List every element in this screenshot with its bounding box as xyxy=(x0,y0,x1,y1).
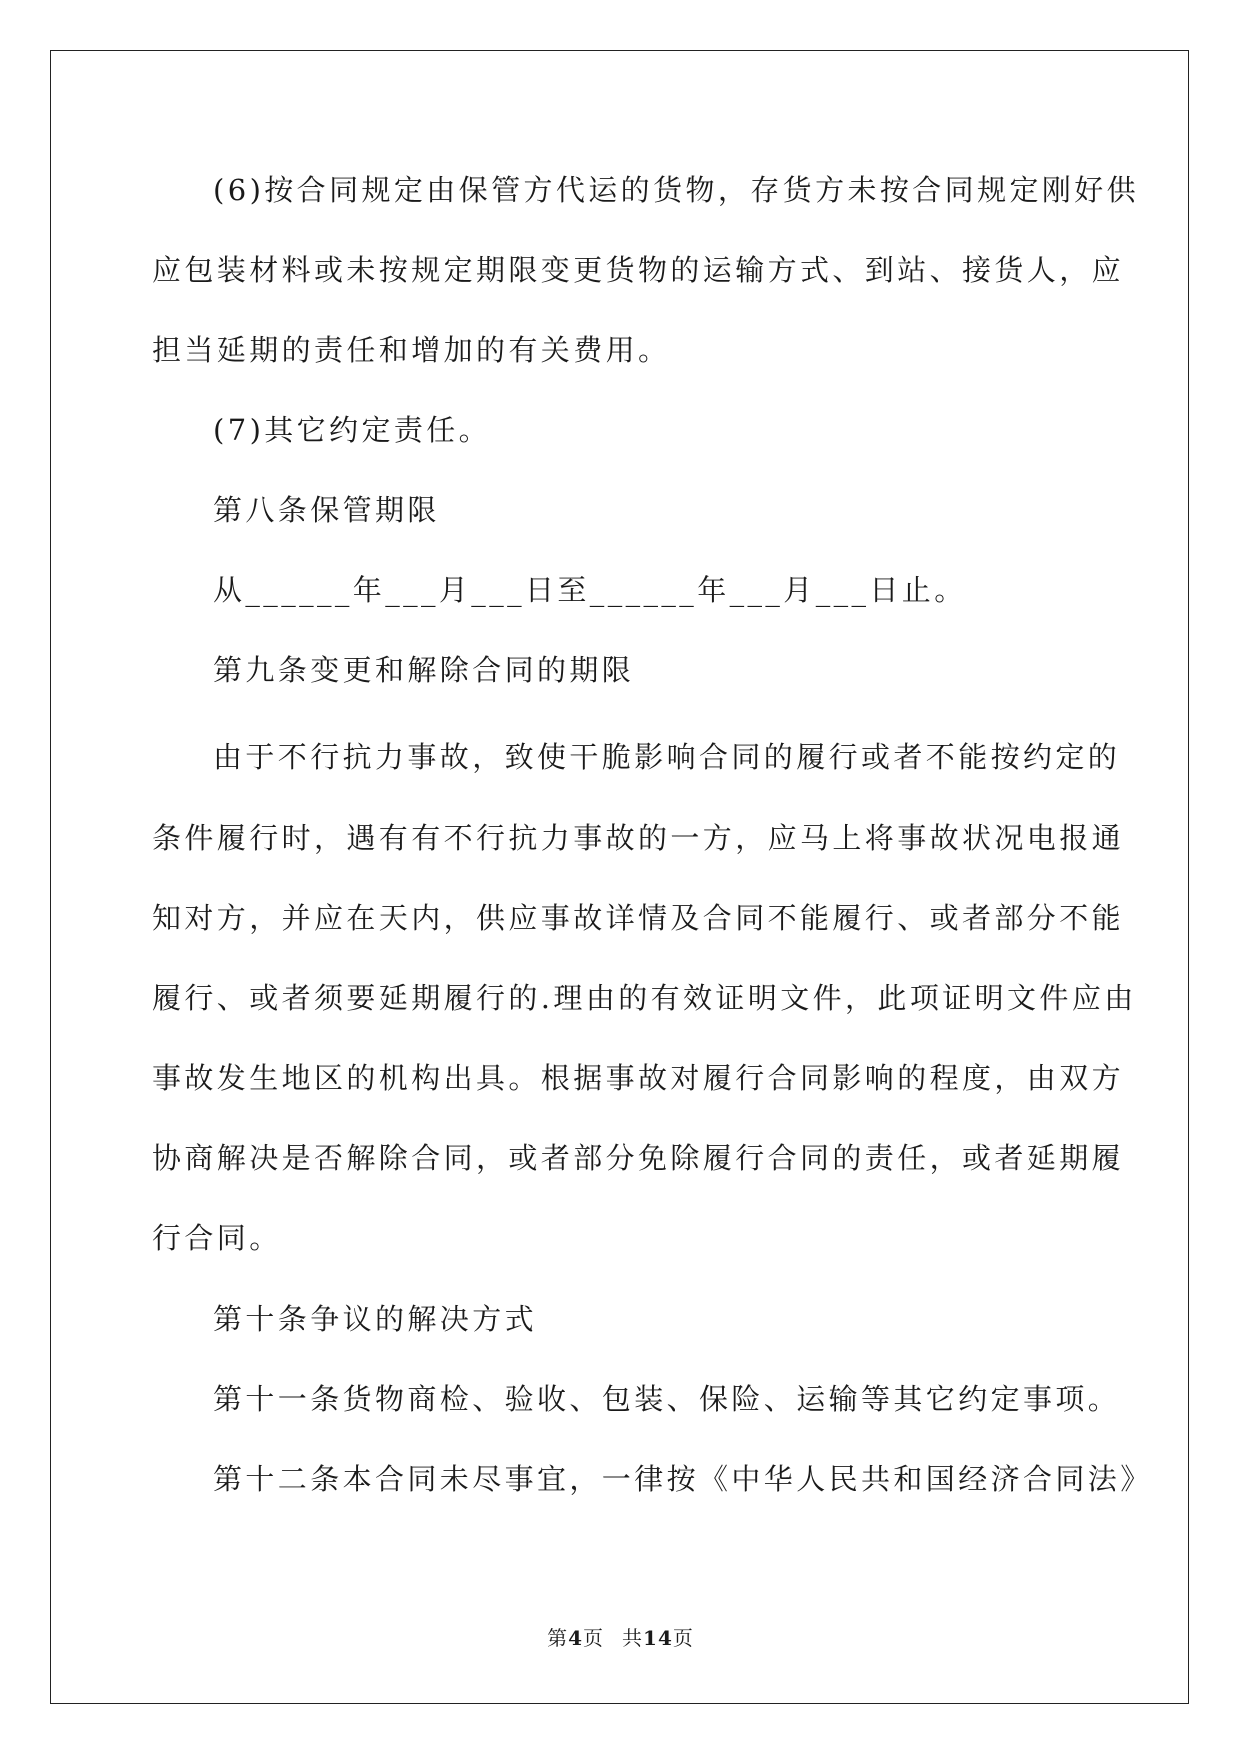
total-prefix: 共 xyxy=(622,1626,644,1650)
paragraph-line: 事故发生地区的机构出具。根据事故对履行合同影响的程度，由双方 xyxy=(152,1061,1125,1095)
total-pages: 14 xyxy=(643,1626,673,1650)
paragraph-line: 履行、或者须要延期履行的.理由的有效证明文件，此项证明文件应由 xyxy=(152,981,1137,1015)
section-heading: 第十条争议的解决方式 xyxy=(213,1302,538,1336)
paragraph-line: 条件履行时，遇有有不行抗力事故的一方，应马上将事故状况电报通 xyxy=(152,821,1125,855)
paragraph-line: 第十二条本合同未尽事宜，一律按《中华人民共和国经济合同法》 xyxy=(213,1462,1153,1496)
paragraph-line: (6)按合同规定由保管方代运的货物，存货方未按合同规定刚好供 xyxy=(213,173,1140,207)
paragraph-line: 应包装材料或未按规定期限变更货物的运输方式、到站、接货人，应 xyxy=(152,253,1125,287)
paragraph-line: 行合同。 xyxy=(152,1221,282,1255)
paragraph-line: 协商解决是否解除合同，或者部分免除履行合同的责任，或者延期履 xyxy=(152,1141,1125,1175)
page-number: 4 xyxy=(568,1626,584,1650)
section-heading: 第八条保管期限 xyxy=(213,493,440,527)
page-footer xyxy=(0,1622,1241,1651)
paragraph-line: 知对方，并应在天内，供应事故详情及合同不能履行、或者部分不能 xyxy=(152,901,1125,935)
paragraph-line: 担当延期的责任和增加的有关费用。 xyxy=(152,333,671,367)
paragraph-line: 由于不行抗力事故，致使干脆影响合同的履行或者不能按约定的 xyxy=(213,740,1121,774)
page-suffix: 页 xyxy=(583,1626,605,1650)
section-heading: 第九条变更和解除合同的期限 xyxy=(213,653,635,687)
page-border xyxy=(50,50,1189,1704)
total-suffix: 页 xyxy=(672,1626,694,1650)
paragraph-line: (7)其它约定责任。 xyxy=(213,413,492,447)
paragraph-line: 从______年___月___日至______年___月___日止。 xyxy=(213,573,967,607)
paragraph-line: 第十一条货物商检、验收、包装、保险、运输等其它约定事项。 xyxy=(213,1382,1121,1416)
page-prefix: 第 xyxy=(547,1626,569,1650)
